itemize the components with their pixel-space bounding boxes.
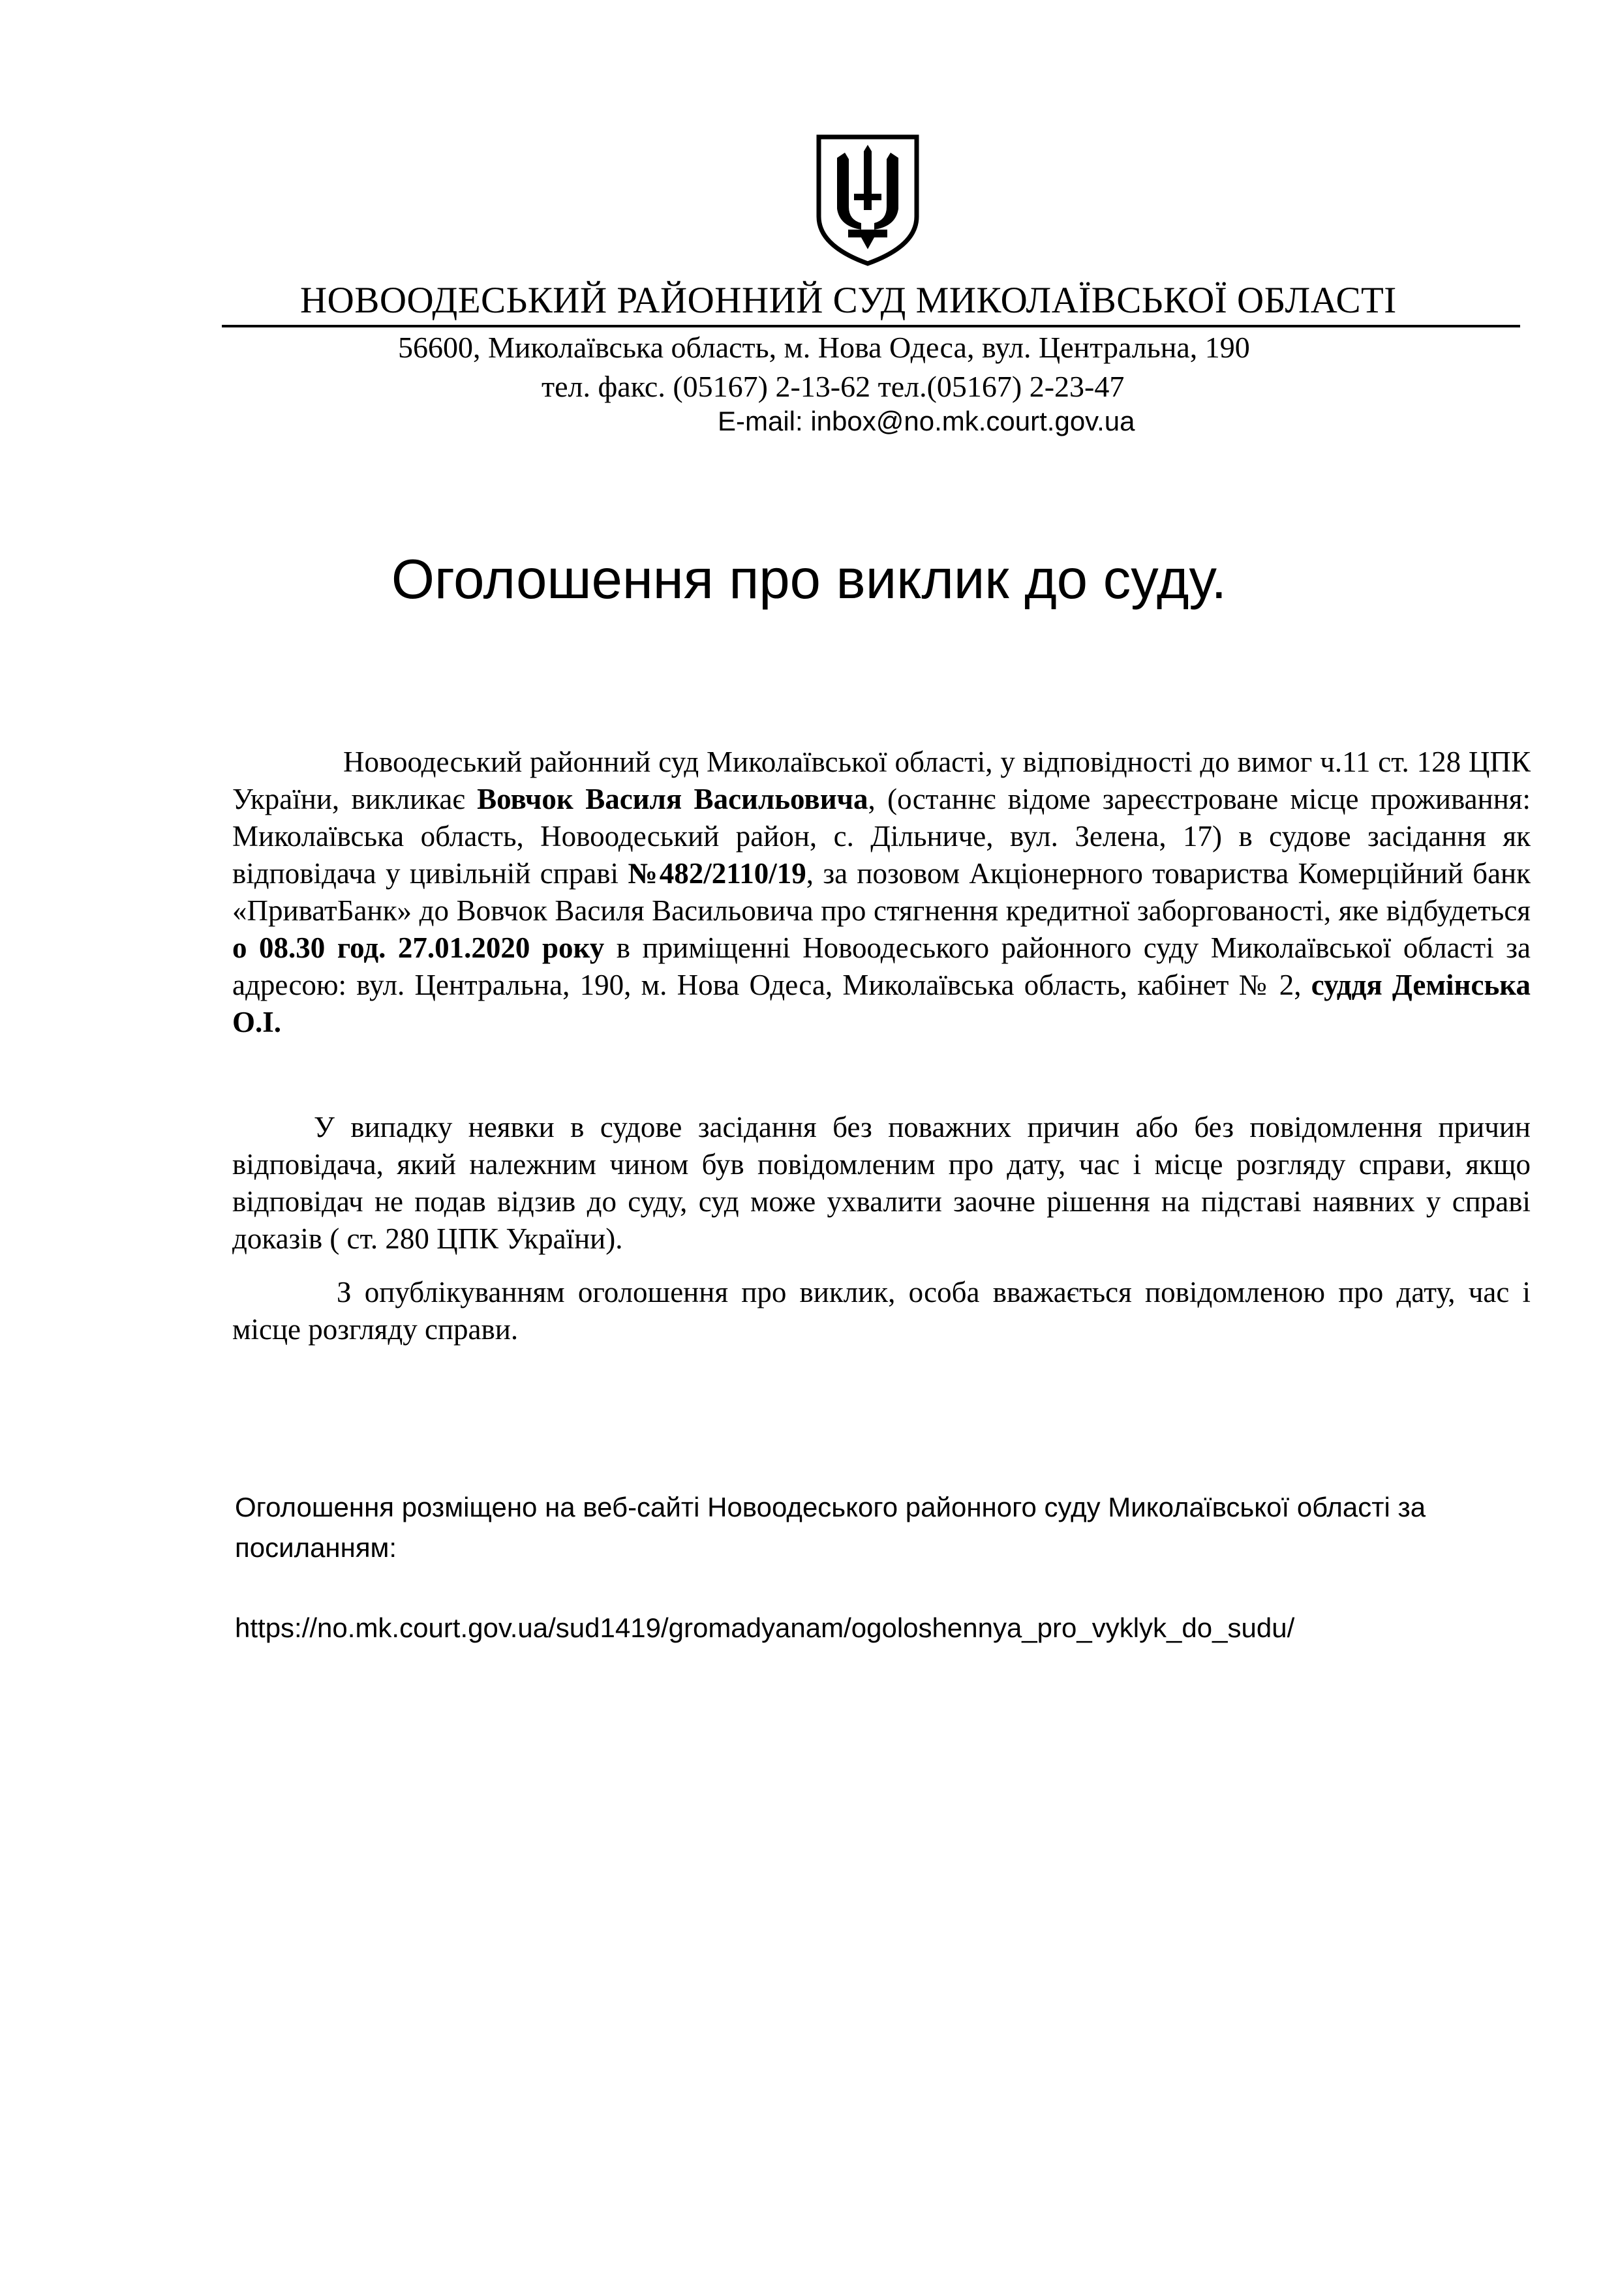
p1-text-1: Новоодеський районний суд Миколаївської області, у відповідності до вимог ч.11 ст. 128 ЦПК України, викликає (232, 746, 1531, 815)
defendant-name: Вовчок Василя Васильовича (477, 783, 868, 815)
p1-text-4: в приміщенні Новоодеського районного суду Миколаївської області за адресою: вул. Центральна, 190, м. Нова Одеса, Миколаївська область, кабінет № 2, (232, 931, 1531, 1001)
coat-of-arms-icon (812, 132, 923, 269)
court-address: 56600, Миколаївська область, м. Нова Одеса, вул. Центральна, 190 (398, 331, 1250, 364)
announcement-link[interactable]: https://no.mk.court.gov.ua/sud1419/gromadyanam/ogoloshennya_pro_vyklyk_do_sudu/ (235, 1612, 1295, 1643)
judge-name: суддя Демінська О.І. (232, 969, 1531, 1038)
p1-text-3: , за позовом Акціонерного товариства Комерційний банк «ПриватБанк» до Вовчок Василя Васильовича про стягнення кредитної заборгованості, яке відбудеться (232, 857, 1531, 927)
placement-note: Оголошення розміщено на веб-сайті Новоодеського районного суду Миколаївської області за посиланням: (235, 1492, 1426, 1563)
header-divider (222, 325, 1520, 327)
publication-paragraph: З опублікуванням оголошення про виклик, особа вважається повідомленою про дату, час і місце розгляду справи. (232, 1276, 1531, 1346)
p1-text-2: , (останнє відоме зареєстроване місце проживання: Миколаївська область, Новоодеський район, с. Дільниче, вул. Зелена, 17) в судове засідання як відповідача у цивільній справі (232, 783, 1531, 890)
case-number: №482/2110/19 (628, 857, 806, 890)
court-name: НОВООДЕСЬКИЙ РАЙОННИЙ СУД МИКОЛАЇВСЬКОЇ ОБЛАСТІ (300, 280, 1397, 321)
hearing-datetime: о 08.30 год. 27.01.2020 року (232, 931, 605, 964)
absence-paragraph: У випадку неявки в судове засідання без поважних причин або без повідомлення причин відповідача, який належним чином був повідомленим про дату, час і місце розгляду справи, якщо відповідач не подав відзив до суду, суд може ухвалити заочне рішення на підставі наявних у справі доказів ( ст. 280 ЦПК України). (232, 1111, 1531, 1255)
page-title: Оголошення про виклик до суду. (391, 549, 1227, 611)
court-email: E-mail: inbox@no.mk.court.gov.ua (718, 406, 1135, 436)
summons-paragraph (232, 744, 1531, 1041)
court-phones: тел. факс. (05167) 2-13-62 тел.(05167) 2-23-47 (542, 370, 1125, 403)
